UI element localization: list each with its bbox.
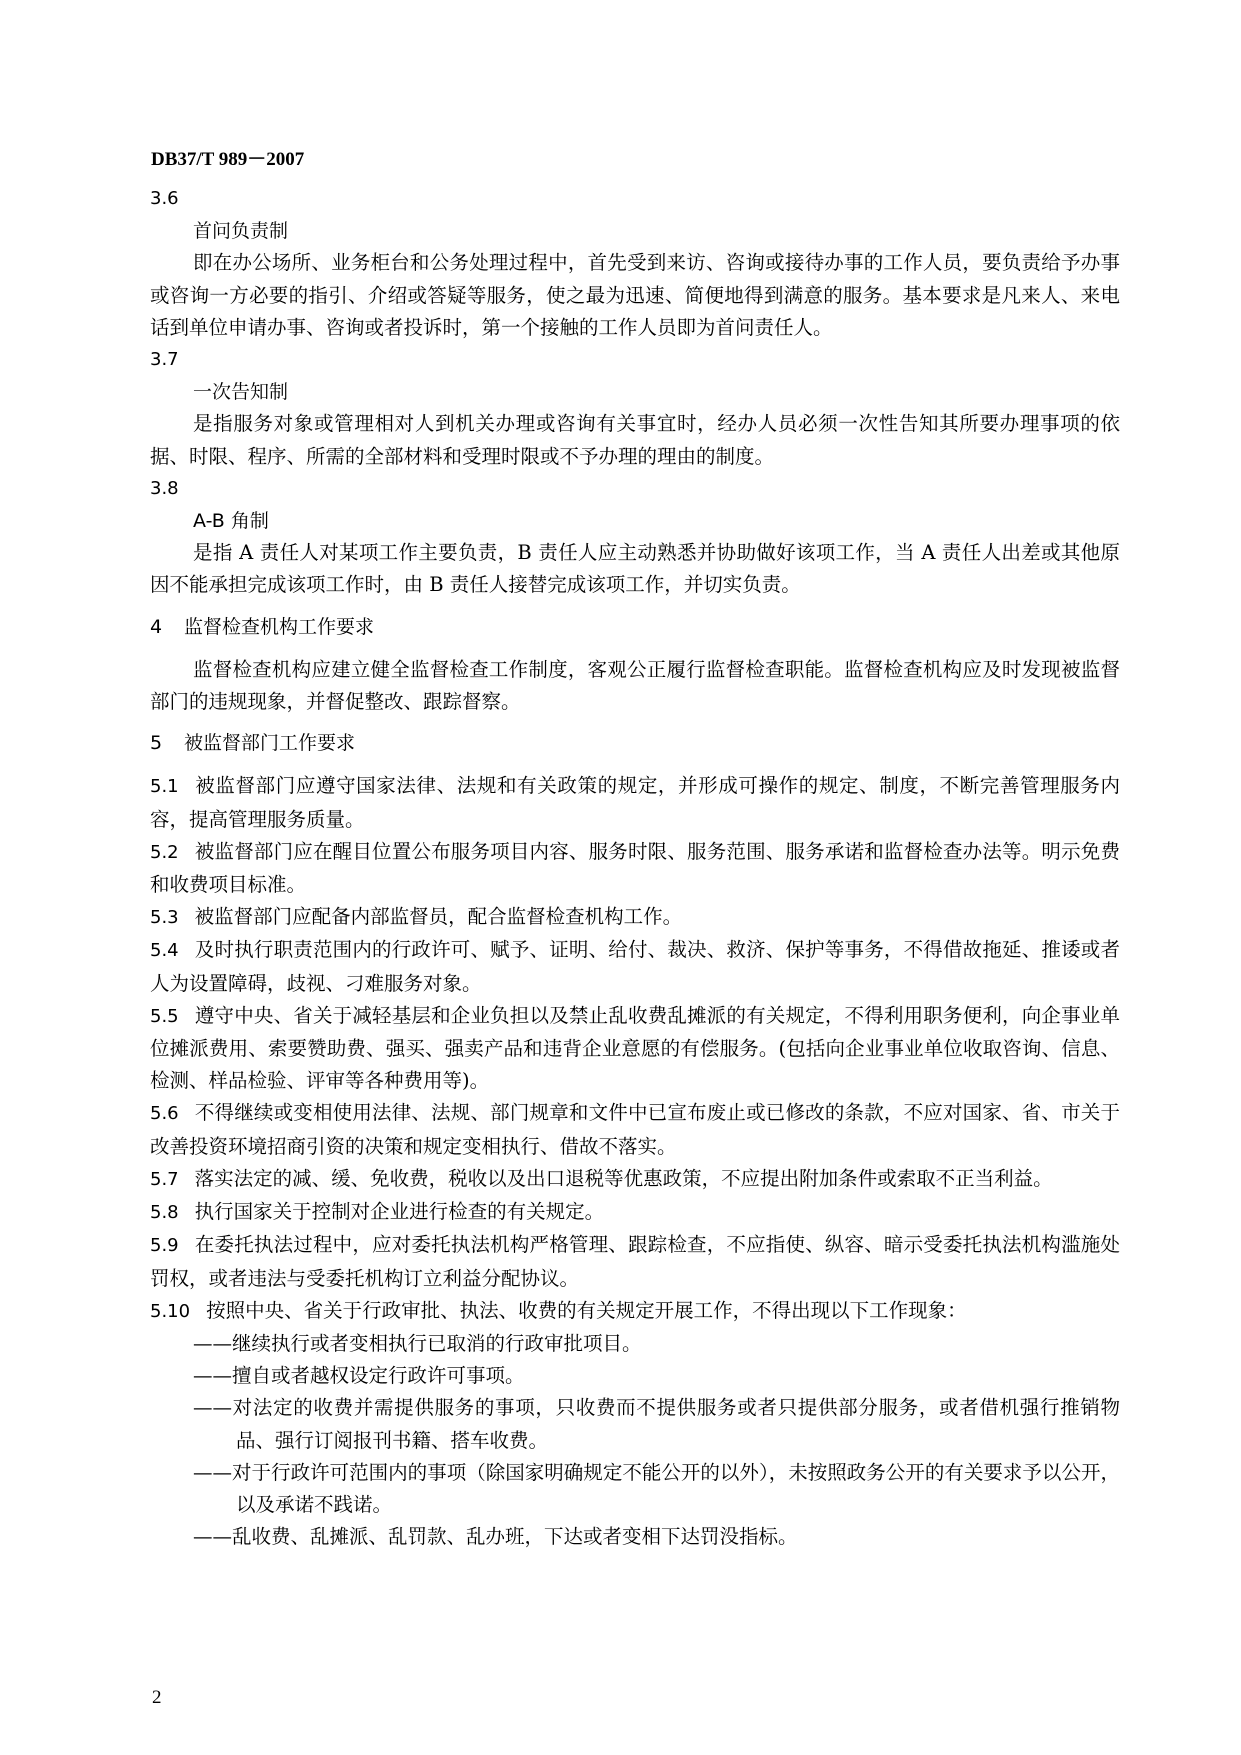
definition-text: 是指 A 责任人对某项工作主要负责，B 责任人应主动熟悉并协助做好该项工作，当 A 责任人出差或其他原因不能承担完成该项工作时，由 B 责任人接替完成该项工作，并切实负责。 xyxy=(150,541,1120,597)
section-4-text: 监督检查机构应建立健全监督检查工作制度，客观公正履行监督检查职能。监督检查机构应及时发现被监督部门的违规现象，并督促整改、跟踪督察。 xyxy=(150,657,1120,714)
clause-5-6 xyxy=(150,1097,1120,1162)
list-item: ——乱收费、乱摊派、乱罚款、乱办班，下达或者变相下达罚没指标。 xyxy=(193,1525,798,1549)
clause-number: 5.9 xyxy=(150,1235,179,1257)
clause-text: 遵守中央、省关于减轻基层和企业负担以及禁止乱收费乱摊派的有关规定，不得利用职务便利，向企事业单位摊派费用、索要赞助费、强买、强卖产品和违背企业意愿的有偿服务。(包括向企业事业单位收取咨询、信息、检测、样品检验、评审等各种费用等)。 xyxy=(150,1003,1120,1093)
clause-number: 5.8 xyxy=(150,1202,179,1224)
list-item: ——继续执行或者变相执行已取消的行政审批项目。 xyxy=(193,1331,642,1355)
section-title: 被监督部门工作要求 xyxy=(184,732,356,755)
definition-3-7 xyxy=(150,344,1120,473)
clause-text: 在委托执法过程中，应对委托执法机构严格管理、跟踪检查，不应指使、纵容、暗示受委托执法机构滥施处罚权，或者违法与受委托机构订立利益分配协议。 xyxy=(150,1233,1120,1290)
clause-number: 5.4 xyxy=(150,940,179,962)
clause-text: 不得继续或变相使用法律、法规、部门规章和文件中已宣布废止或已修改的条款，不应对国家、省、市关于改善投资环境招商引资的决策和规定变相执行、借故不落实。 xyxy=(150,1101,1120,1158)
definition-term: 首问负责制 xyxy=(193,220,289,243)
clause-5-10 xyxy=(150,1295,1120,1328)
page-body xyxy=(150,183,1120,1553)
clause-number: 5.3 xyxy=(150,907,179,929)
clause-5-4 xyxy=(150,934,1120,999)
definition-number: 3.6 xyxy=(150,188,179,209)
page-number: 2 xyxy=(152,1687,162,1708)
clause-text: 执行国家关于控制对企业进行检查的有关规定。 xyxy=(194,1200,605,1224)
clause-5-7 xyxy=(150,1163,1120,1196)
clause-text: 被监督部门应在醒目位置公布服务项目内容、服务时限、服务范围、服务承诺和监督检查办法等。明示免费和收费项目标准。 xyxy=(150,839,1120,897)
definition-term: A-B 角制 xyxy=(193,510,269,533)
clause-number: 5.7 xyxy=(150,1168,179,1190)
clause-number: 5.6 xyxy=(150,1103,179,1125)
clause-number: 5.10 xyxy=(150,1300,191,1322)
section-number: 5 xyxy=(150,732,163,755)
standard-code-header: DB37/T 989－2007 xyxy=(151,149,305,170)
list-item: ——擅自或者越权设定行政许可事项。 xyxy=(193,1364,525,1388)
prohibited-behaviours-list xyxy=(150,1328,1120,1553)
definition-term: 一次告知制 xyxy=(193,381,289,404)
section-4-heading xyxy=(150,611,1120,643)
clause-text: 落实法定的减、缓、免收费，税收以及出口退税等优惠政策，不应提出附加条件或索取不正当利益。 xyxy=(194,1166,1053,1190)
clause-text: 及时执行职责范围内的行政许可、赋予、证明、给付、裁决、救济、保护等事务，不得借故拖延、推诿或者人为设置障碍，歧视、刁难服务对象。 xyxy=(150,938,1120,995)
clause-number: 5.1 xyxy=(150,776,179,798)
clause-5-8 xyxy=(150,1196,1120,1229)
clause-text: 按照中央、省关于行政审批、执法、收费的有关规定开展工作，不得出现以下工作现象： xyxy=(206,1298,967,1322)
clause-5-3 xyxy=(150,901,1120,934)
definition-3-8 xyxy=(150,473,1120,602)
clause-5-5 xyxy=(150,1000,1120,1098)
clause-number: 5.2 xyxy=(150,841,179,863)
list-item: ——对于行政许可范围内的事项（除国家明确规定不能公开的以外），未按照政务公开的有关要求予以公开，以及承诺不践诺。 xyxy=(193,1460,1120,1516)
definition-number: 3.7 xyxy=(150,349,179,371)
clause-text: 被监督部门应配备内部监督员，配合监督检查机构工作。 xyxy=(194,905,683,929)
definition-number: 3.8 xyxy=(150,477,179,499)
clause-5-2 xyxy=(150,836,1120,901)
clause-5-9 xyxy=(150,1229,1120,1294)
clause-text: 被监督部门应遵守国家法律、法规和有关政策的规定，并形成可操作的规定、制度，不断完善管理服务内容，提高管理服务质量。 xyxy=(150,774,1120,831)
section-number: 4 xyxy=(150,615,163,638)
list-item: ——对法定的收费并需提供服务的事项，只收费而不提供服务或者只提供部分服务，或者借机强行推销物品、强行订阅报刊书籍、搭车收费。 xyxy=(193,1396,1120,1452)
clause-5-1 xyxy=(150,770,1120,835)
definition-text: 是指服务对象或管理相对人到机关办理或咨询有关事宜时，经办人员必须一次性告知其所要办理事项的依据、时限、程序、所需的全部材料和受理时限或不予办理的理由的制度。 xyxy=(150,412,1120,468)
clause-number: 5.5 xyxy=(150,1005,179,1027)
definition-text: 即在办公场所、业务柜台和公务处理过程中，首先受到来访、咨询或接待办事的工作人员，要负责给予办事或咨询一方必要的指引、介绍或答疑等服务，使之最为迅速、简便地得到满意的服务。基本要求是凡来人、来电话到单位申请办事、咨询或者投诉时，第一个接触的工作人员即为首问责任人。 xyxy=(150,251,1120,339)
section-title: 监督检查机构工作要求 xyxy=(184,615,375,638)
section-5-heading xyxy=(150,727,1120,759)
definition-3-6 xyxy=(150,183,1120,344)
